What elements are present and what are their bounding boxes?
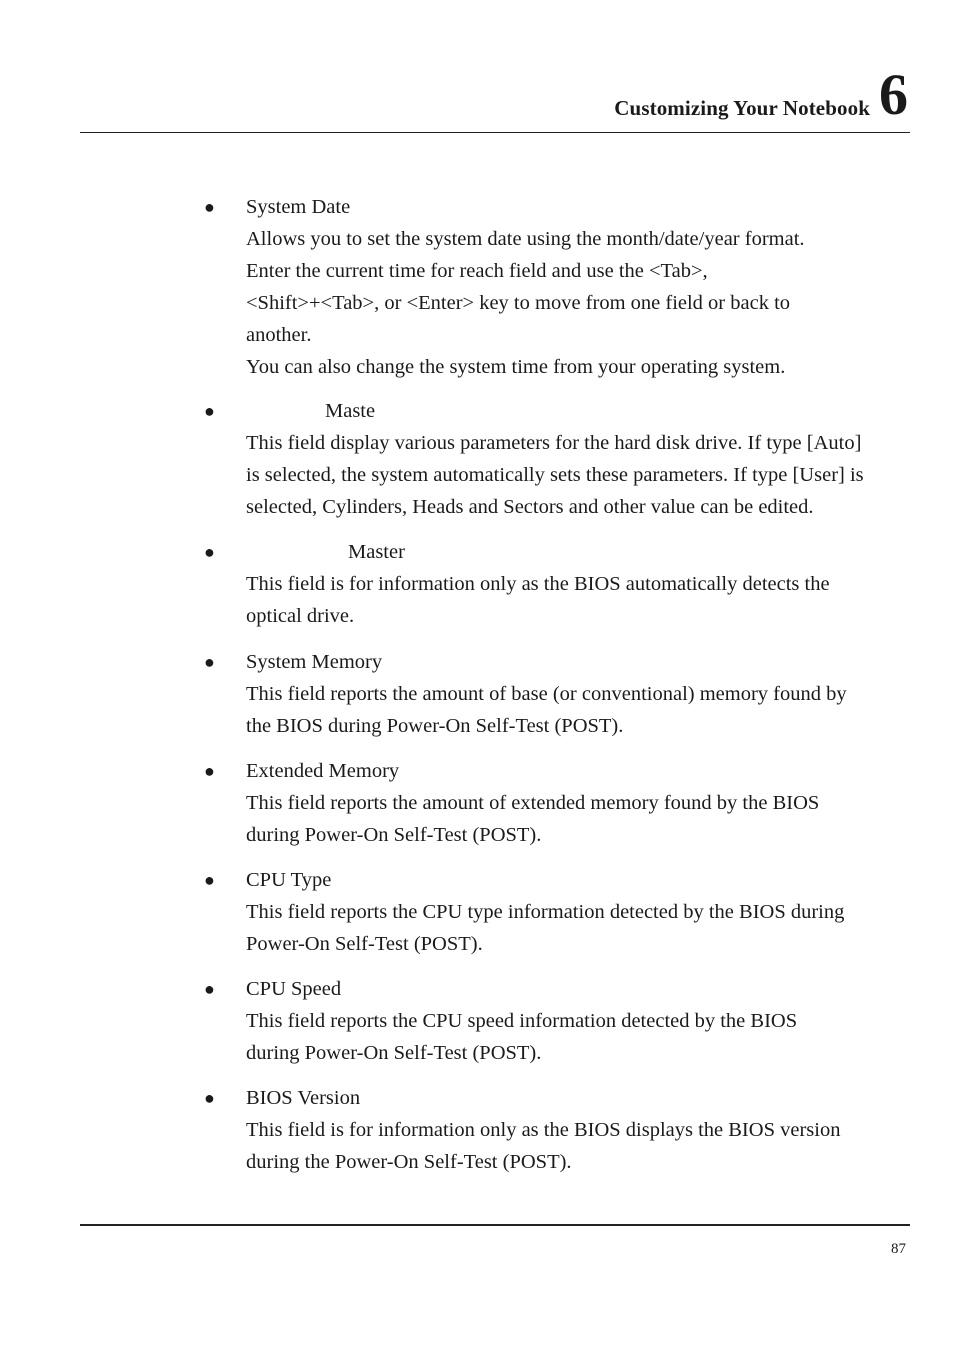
bullet-icon: ● <box>204 870 215 890</box>
description-line: is selected, the system automatically sets these parameters. If type [User] is <box>246 464 864 486</box>
description-line: This field reports the amount of base (or conventional) memory found by <box>246 683 847 705</box>
bullet-icon: ● <box>204 761 215 781</box>
bullet-icon: ● <box>204 652 215 672</box>
description-line: optical drive. <box>246 605 355 627</box>
list-item-cpu-speed <box>204 973 916 1069</box>
description-line: <Shift>+<Tab>, or <Enter> key to move from one field or back to <box>246 292 791 314</box>
list-item-master-optical <box>204 536 916 632</box>
description-line: You can also change the system time from your operating system. <box>246 356 786 378</box>
item-title: Master <box>348 541 405 563</box>
item-description <box>246 896 916 960</box>
item-title: CPU Speed <box>246 978 342 1000</box>
description-line: during Power-On Self-Test (POST). <box>246 1042 542 1064</box>
item-description <box>246 223 916 383</box>
bullet-icon: ● <box>204 1088 215 1108</box>
item-title: Extended Memory <box>246 760 400 782</box>
item-title: Maste <box>325 400 376 422</box>
description-line: during Power-On Self-Test (POST). <box>246 824 542 846</box>
bullet-icon: ● <box>204 979 215 999</box>
description-line: Allows you to set the system date using the month/date/year format. <box>246 228 805 250</box>
item-title: BIOS Version <box>246 1087 361 1109</box>
description-line: another. <box>246 324 312 346</box>
item-description <box>246 1005 916 1069</box>
page-header <box>80 62 910 133</box>
description-line: This field display various parameters for the hard disk drive. If type [Auto] <box>246 432 862 454</box>
list-item-extended-memory <box>204 755 916 851</box>
chapter-number: 6 <box>879 62 908 127</box>
description-line: Power-On Self-Test (POST). <box>246 933 483 955</box>
description-line: selected, Cylinders, Heads and Sectors and other value can be edited. <box>246 496 814 518</box>
list-item-system-memory <box>204 646 916 742</box>
description-line: This field is for information only as the BIOS displays the BIOS version <box>246 1119 841 1141</box>
item-description <box>246 678 916 742</box>
description-line: the BIOS during Power-On Self-Test (POST). <box>246 715 624 737</box>
item-title: System Date <box>246 196 351 218</box>
description-line: Enter the current time for reach field and use the <Tab>, <box>246 260 708 282</box>
item-description <box>246 1114 916 1178</box>
footer-divider <box>80 1224 910 1226</box>
description-line: This field reports the CPU speed information detected by the BIOS <box>246 1010 798 1032</box>
item-title: System Memory <box>246 651 383 673</box>
list-item-system-date <box>204 191 916 383</box>
bullet-icon: ● <box>204 542 215 562</box>
list-item-bios-version <box>204 1082 916 1178</box>
item-description <box>246 568 916 632</box>
description-line: during the Power-On Self-Test (POST). <box>246 1151 572 1173</box>
bullet-icon: ● <box>204 197 215 217</box>
header-title: Customizing Your Notebook <box>614 96 870 120</box>
item-title: CPU Type <box>246 869 332 891</box>
list-item-master-hdd <box>204 395 916 523</box>
list-item-cpu-type <box>204 864 916 960</box>
item-description <box>246 427 916 523</box>
item-description <box>246 787 916 851</box>
description-line: This field reports the CPU type information detected by the BIOS during <box>246 901 845 923</box>
bullet-icon: ● <box>204 401 215 421</box>
description-line: This field reports the amount of extended memory found by the BIOS <box>246 792 820 814</box>
page-number: 87 <box>891 1241 906 1257</box>
description-line: This field is for information only as the BIOS automatically detects the <box>246 573 830 595</box>
